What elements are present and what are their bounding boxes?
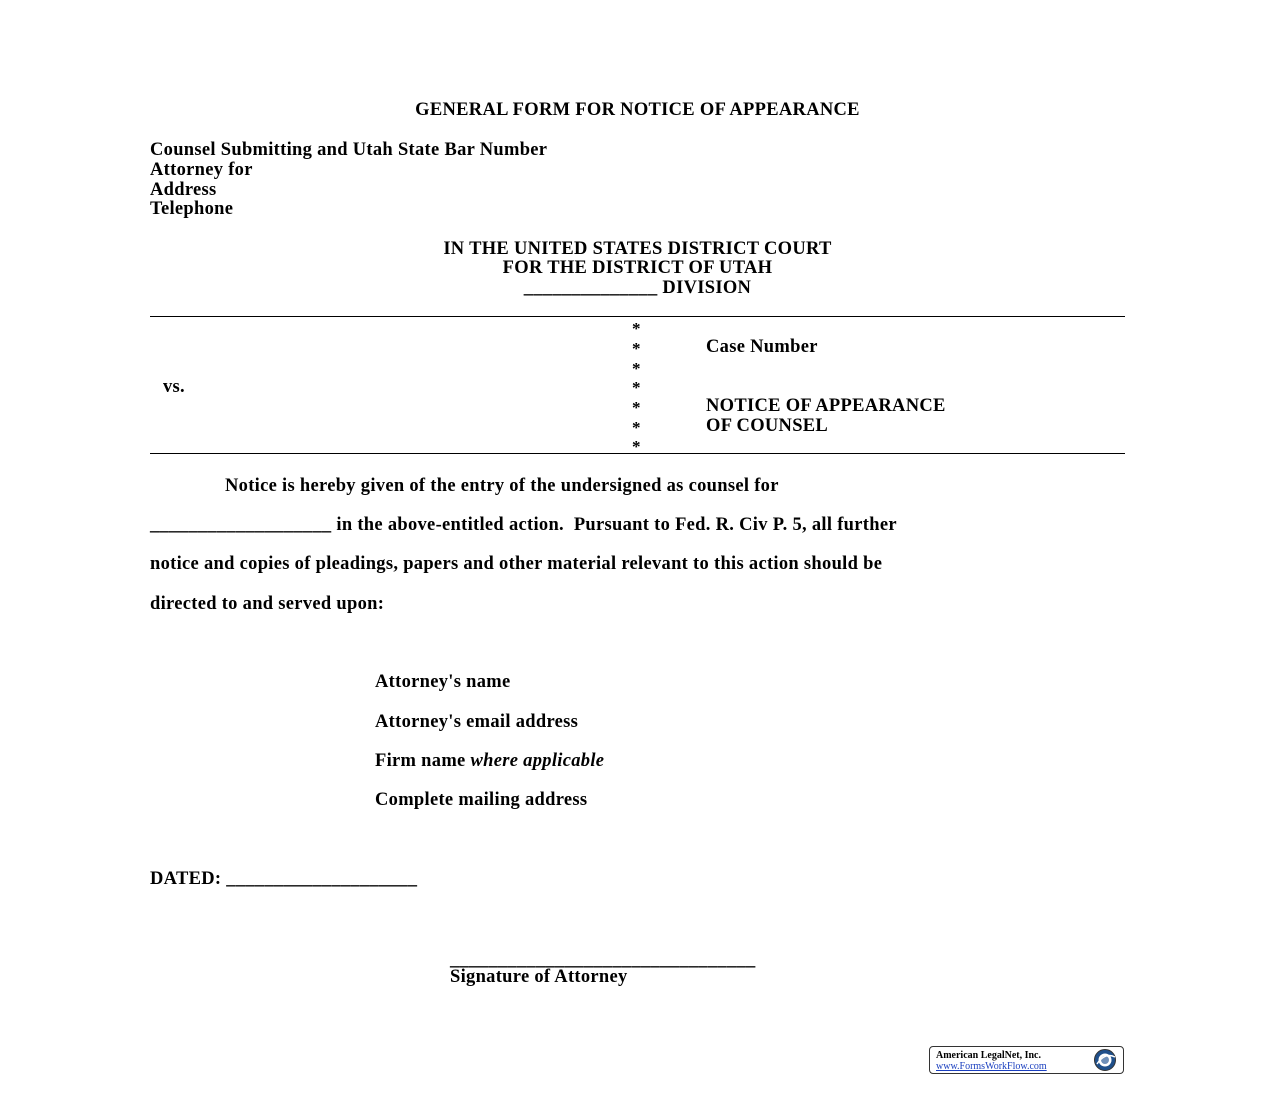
caption-star: *: [632, 359, 641, 378]
caption-top-rule: [150, 316, 1125, 317]
logo-url-link[interactable]: www.FormsWorkFlow.com: [936, 1061, 1047, 1072]
attorney-name-label: Attorney's name: [375, 672, 511, 692]
document-title-line-2: OF COUNSEL: [706, 416, 829, 436]
form-title: GENERAL FORM FOR NOTICE OF APPEARANCE: [415, 100, 860, 120]
document-title-line-1: NOTICE OF APPEARANCE: [706, 396, 946, 416]
caption-star: *: [632, 319, 641, 338]
body-line-4: directed to and served upon:: [150, 594, 385, 614]
attorney-for-line: Attorney for: [150, 160, 253, 180]
mailing-address-label: Complete mailing address: [375, 790, 588, 810]
caption-star: *: [632, 339, 641, 358]
body-line-1: Notice is hereby given of the entry of the undersigned as counsel for: [225, 476, 779, 496]
caption-bottom-rule: [150, 453, 1125, 454]
firm-name-label: [375, 752, 604, 771]
versus-label: vs.: [163, 377, 185, 397]
signature-label: Signature of Attorney: [450, 967, 628, 987]
caption-star: *: [632, 398, 641, 417]
body-line-3: notice and copies of pleadings, papers and other material relevant to this action should be: [150, 554, 883, 574]
caption-star: *: [632, 378, 641, 397]
logo-company-name: American LegalNet, Inc.: [936, 1050, 1041, 1061]
firm-name-text: Firm name: [375, 751, 466, 771]
court-line-2: FOR THE DISTRICT OF UTAH: [502, 258, 773, 278]
court-line-1: IN THE UNITED STATES DISTRICT COURT: [443, 239, 832, 259]
address-line: Address: [150, 180, 217, 200]
caption-star: *: [632, 418, 641, 437]
division-line: ______________ DIVISION: [523, 278, 752, 298]
dated-line: DATED: ____________________: [150, 869, 418, 889]
case-number-label: Case Number: [706, 337, 818, 357]
firm-name-note: where applicable: [470, 751, 605, 771]
attorney-email-label: Attorney's email address: [375, 712, 579, 732]
logo-emblem-icon: [1086, 1048, 1120, 1072]
body-line-2: ___________________ in the above-entitled action. Pursuant to Fed. R. Civ P. 5, all further: [150, 515, 897, 535]
american-legalnet-logo[interactable]: [929, 1046, 1124, 1074]
telephone-line: Telephone: [150, 199, 234, 219]
caption-star: *: [632, 437, 641, 456]
counsel-line: Counsel Submitting and Utah State Bar Number: [150, 140, 548, 160]
signature-line: ________________________________: [450, 950, 756, 970]
